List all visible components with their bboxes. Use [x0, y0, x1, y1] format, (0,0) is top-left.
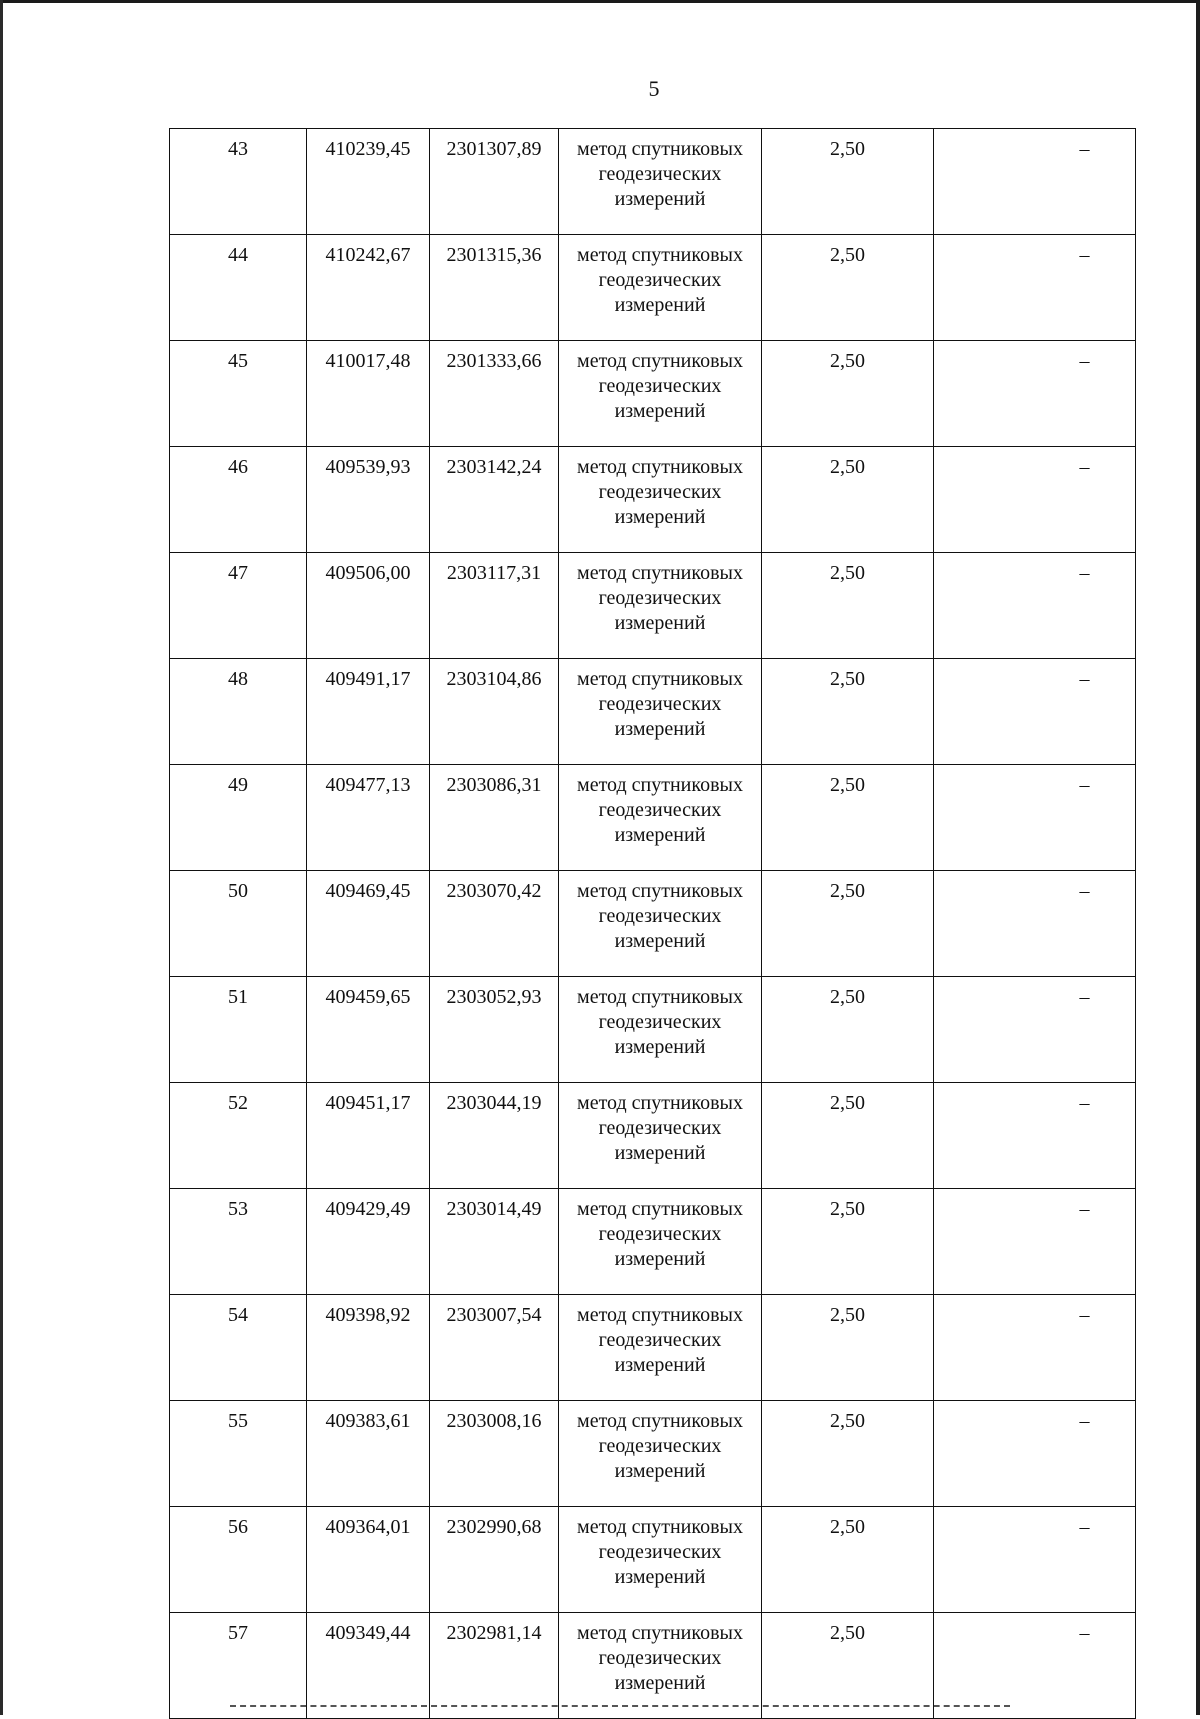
description-cell — [934, 553, 1136, 659]
point-number-cell: 45 — [170, 341, 307, 447]
x-coordinate-cell: 409539,93 — [307, 447, 430, 553]
accuracy-cell: 2,50 — [762, 553, 934, 659]
dash-mark: – — [1079, 1092, 1090, 1114]
method-cell: метод спутниковых геодезических измерений — [559, 1295, 762, 1401]
x-coordinate-cell: 409506,00 — [307, 553, 430, 659]
point-number-cell: 44 — [170, 235, 307, 341]
method-cell: метод спутниковых геодезических измерений — [559, 871, 762, 977]
method-cell: метод спутниковых геодезических измерений — [559, 659, 762, 765]
point-number-cell: 50 — [170, 871, 307, 977]
x-coordinate-cell: 409451,17 — [307, 1083, 430, 1189]
description-cell — [934, 447, 1136, 553]
method-cell: метод спутниковых геодезических измерений — [559, 1507, 762, 1613]
description-cell — [934, 129, 1136, 235]
accuracy-cell: 2,50 — [762, 871, 934, 977]
point-number-cell: 55 — [170, 1401, 307, 1507]
dash-mark: – — [1079, 244, 1090, 266]
description-cell — [934, 1295, 1136, 1401]
table-row — [170, 1507, 1136, 1613]
description-cell — [934, 765, 1136, 871]
coordinates-table-body — [170, 129, 1136, 1719]
x-coordinate-cell: 409398,92 — [307, 1295, 430, 1401]
dash-mark: – — [1079, 1304, 1090, 1326]
dash-mark: – — [1079, 456, 1090, 478]
dash-mark: – — [1079, 1410, 1090, 1432]
scan-edge-top — [0, 0, 1200, 3]
table-row — [170, 765, 1136, 871]
y-coordinate-cell: 2303142,24 — [430, 447, 559, 553]
method-cell: метод спутниковых геодезических измерений — [559, 1613, 762, 1719]
dash-mark: – — [1079, 562, 1090, 584]
x-coordinate-cell: 410017,48 — [307, 341, 430, 447]
method-cell: метод спутниковых геодезических измерений — [559, 235, 762, 341]
point-number-cell: 49 — [170, 765, 307, 871]
description-cell — [934, 1401, 1136, 1507]
accuracy-cell: 2,50 — [762, 1507, 934, 1613]
x-coordinate-cell: 410242,67 — [307, 235, 430, 341]
dash-mark: – — [1079, 1198, 1090, 1220]
x-coordinate-cell: 409469,45 — [307, 871, 430, 977]
point-number-cell: 51 — [170, 977, 307, 1083]
point-number-cell: 46 — [170, 447, 307, 553]
table-row — [170, 1189, 1136, 1295]
y-coordinate-cell: 2303008,16 — [430, 1401, 559, 1507]
accuracy-cell: 2,50 — [762, 129, 934, 235]
accuracy-cell: 2,50 — [762, 341, 934, 447]
description-cell — [934, 977, 1136, 1083]
accuracy-cell: 2,50 — [762, 1295, 934, 1401]
dash-mark: – — [1079, 138, 1090, 160]
table-row — [170, 129, 1136, 235]
method-cell: метод спутниковых геодезических измерений — [559, 129, 762, 235]
method-cell: метод спутниковых геодезических измерений — [559, 341, 762, 447]
point-number-cell: 54 — [170, 1295, 307, 1401]
table-row — [170, 235, 1136, 341]
page-number: 5 — [648, 76, 660, 101]
description-cell — [934, 341, 1136, 447]
accuracy-cell: 2,50 — [762, 1613, 934, 1719]
x-coordinate-cell: 409491,17 — [307, 659, 430, 765]
table-row — [170, 447, 1136, 553]
table-row — [170, 659, 1136, 765]
point-number-cell: 52 — [170, 1083, 307, 1189]
accuracy-cell: 2,50 — [762, 765, 934, 871]
dash-mark: – — [1079, 1516, 1090, 1538]
accuracy-cell: 2,50 — [762, 1083, 934, 1189]
description-cell — [934, 1189, 1136, 1295]
y-coordinate-cell: 2303007,54 — [430, 1295, 559, 1401]
dash-mark: – — [1079, 1622, 1090, 1644]
accuracy-cell: 2,50 — [762, 1401, 934, 1507]
dash-mark: – — [1079, 880, 1090, 902]
dash-mark: – — [1079, 986, 1090, 1008]
point-number-cell: 56 — [170, 1507, 307, 1613]
table-row — [170, 871, 1136, 977]
y-coordinate-cell: 2303117,31 — [430, 553, 559, 659]
point-number-cell: 47 — [170, 553, 307, 659]
x-coordinate-cell: 409477,13 — [307, 765, 430, 871]
y-coordinate-cell: 2303052,93 — [430, 977, 559, 1083]
table-row — [170, 1083, 1136, 1189]
method-cell: метод спутниковых геодезических измерений — [559, 447, 762, 553]
point-number-cell: 53 — [170, 1189, 307, 1295]
accuracy-cell: 2,50 — [762, 659, 934, 765]
y-coordinate-cell: 2303086,31 — [430, 765, 559, 871]
x-coordinate-cell: 410239,45 — [307, 129, 430, 235]
x-coordinate-cell: 409383,61 — [307, 1401, 430, 1507]
dash-mark: – — [1079, 774, 1090, 796]
x-coordinate-cell: 409459,65 — [307, 977, 430, 1083]
method-cell: метод спутниковых геодезических измерений — [559, 553, 762, 659]
method-cell: метод спутниковых геодезических измерений — [559, 765, 762, 871]
x-coordinate-cell: 409364,01 — [307, 1507, 430, 1613]
dash-mark: – — [1079, 668, 1090, 690]
y-coordinate-cell: 2301315,36 — [430, 235, 559, 341]
y-coordinate-cell: 2302981,14 — [430, 1613, 559, 1719]
accuracy-cell: 2,50 — [762, 977, 934, 1083]
scan-edge-right — [1196, 0, 1200, 1715]
method-cell: метод спутниковых геодезических измерений — [559, 1189, 762, 1295]
method-cell: метод спутниковых геодезических измерений — [559, 977, 762, 1083]
accuracy-cell: 2,50 — [762, 447, 934, 553]
description-cell — [934, 659, 1136, 765]
point-number-cell: 43 — [170, 129, 307, 235]
description-cell — [934, 1507, 1136, 1613]
table-row — [170, 977, 1136, 1083]
y-coordinate-cell: 2303014,49 — [430, 1189, 559, 1295]
y-coordinate-cell: 2303070,42 — [430, 871, 559, 977]
scan-edge-left — [0, 0, 3, 1715]
table-row — [170, 1613, 1136, 1719]
description-cell — [934, 871, 1136, 977]
description-cell — [934, 235, 1136, 341]
y-coordinate-cell: 2301307,89 — [430, 129, 559, 235]
coordinates-table — [169, 128, 1136, 1719]
method-cell: метод спутниковых геодезических измерений — [559, 1083, 762, 1189]
description-cell — [934, 1083, 1136, 1189]
y-coordinate-cell: 2303044,19 — [430, 1083, 559, 1189]
y-coordinate-cell: 2301333,66 — [430, 341, 559, 447]
accuracy-cell: 2,50 — [762, 235, 934, 341]
dash-mark: – — [1079, 350, 1090, 372]
method-cell: метод спутниковых геодезических измерений — [559, 1401, 762, 1507]
accuracy-cell: 2,50 — [762, 1189, 934, 1295]
table-row — [170, 1401, 1136, 1507]
y-coordinate-cell: 2302990,68 — [430, 1507, 559, 1613]
table-row — [170, 553, 1136, 659]
x-coordinate-cell: 409429,49 — [307, 1189, 430, 1295]
point-number-cell: 57 — [170, 1613, 307, 1719]
y-coordinate-cell: 2303104,86 — [430, 659, 559, 765]
x-coordinate-cell: 409349,44 — [307, 1613, 430, 1719]
table-row — [170, 1295, 1136, 1401]
point-number-cell: 48 — [170, 659, 307, 765]
table-row — [170, 341, 1136, 447]
description-cell — [934, 1613, 1136, 1719]
